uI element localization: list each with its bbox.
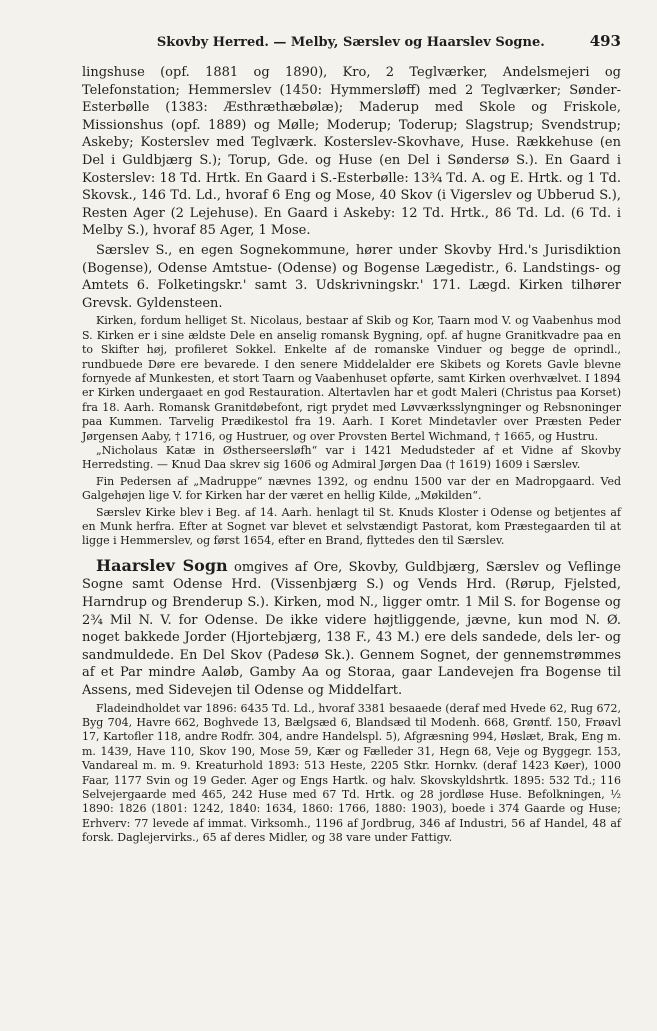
paragraph-church: Kirken, fordum helliget St. Nicolaus, bestaar af Skib og Kor, Taarn mod V. og Vaabenhus mod S. Kirken er i sine ældste Dele en anselig romansk Bygning, opf. af hugne Granitkvadre paa en to Skifter høj, profileret Sokkel. Enkelte af de romanske Vinduer og begge de oprindl., rundbuede Døre ere bevarede. I den senere Middelalder ere Skibets og Korets Gavle blevne fornyede af Munkesten, et stort Taarn og Vaabenhuset opførte, samt Kirken overhvælvet. I 1894 er Kirken undergaaet en god Restauration. Altertavlen har et godt Maleri (Christus paa Korset) fra 18. Aarh. Romansk Granitdøbefont, rigt prydet med Løvværksslyngninger og Rebsnoninger paa Kummen. Tarvelig Prædikestol fra 19. Aarh. I Koret Mindetavler over Præsten Peder Jørgensen Aaby, † 1716, og Hustruer, og over Provsten Bertel Wichmand, † 1665, og Hustru. (82, 314, 621, 443)
page-number: 493 (589, 32, 621, 50)
running-header (82, 32, 621, 50)
statistics-section (82, 702, 621, 846)
body-section-2 (82, 557, 621, 700)
paragraph-saerslev-parish: Særslev S., en egen Sognekommune, hører under Skovby Hrd.'s Jurisdiktion (Bogense), Odense Amtstue- (Odense) og Bogense Lægedistr., 6. Landstings- og Amtets 6. Folketingskr.' samt 3. Udskrivningskr.' 171. Lægd. Kirken tilhører Grevsk. Gyldensteen. (82, 242, 621, 311)
paragraph-history-3: Særslev Kirke blev i Beg. af 14. Aarh. henlagt til St. Knuds Kloster i Odense og betjentes af en Munk herfra. Efter at Sognet var blevet et selvstændigt Pastorat, kom Præstegaarden til at ligge i Hemmerslev, og først 1654, efter en Brand, flyttedes den til Særslev. (82, 505, 621, 548)
paragraph-villages: lingshuse (opf. 1881 og 1890), Kro, 2 Teglværker, Andelsmejeri og Telefonstation; Hemmerslev (1450: Hymmersløff) med 2 Teglværker; Sønder-Esterbølle (1383: Æsthræthæbølæ); Maderup med Skole og Friskole, Missionshus (opf. 1889) og Mølle; Moderup; Toderup; Slagstrup; Svendstrup; Askeby; Kosterslev med Teglværk. Kosterslev-Skovhave, Huse. Rækkehuse (en Del i Guldbjærg S.); Torup, Gde. og Huse (en Del i Søndersø S.). En Gaard i Kosterslev: 18 Td. Hrtk. En Gaard i S.-Esterbølle: 13¾ Td. A. og E. Hrtk. og 1 Td. Skovsk., 146 Td. Ld., hvoraf 6 Eng og Mose, 40 Skov (i Vigerslev og Ubberud S.), Resten Ager (2 Lejehuse). En Gaard i Askeby: 12 Td. Hrtk., 86 Td. Ld. (6 Td. i Melby S.), hvoraf 85 Ager, 1 Mose. (82, 65, 621, 239)
paragraph-statistics: Fladeindholdet var 1896: 6435 Td. Ld., hvoraf 3381 besaaede (deraf med Hvede 62, Rug 672, Byg 704, Havre 662, Boghvede 13, Bælgsæd 6, Blandsæd til Modenh. 668, Grøntf. 150, Frøavl 17, Kartofler 118, andre Rodfr. 304, andre Handelspl. 5), Afgræsning 994, Høslæt, Brak, Eng m. m. 1439, Have 110, Skov 190, Mose 59, Kær og Fælleder 31, Hegn 68, Veje og Byggegr. 153, Vandareal m. m. 9. Kreaturhold 1893: 513 Heste, 2205 Stkr. Hornkv. (deraf 1423 Køer), 1000 Faar, 1177 Svin og 19 Geder. Ager og Engs Hartk. og halv. Skovskyldshrtk. 1895: 532 Td.; 116 Selvejergaarde med 465, 242 Huse med 67 Td. Hrtk. og 28 jordløse Huse. Befolkningen, ½ 1890: 1826 (1801: 1242, 1840: 1634, 1860: 1766, 1880: 1903), boede i 374 Gaarde og Huse; Erhverv: 77 levede af immat. Virksomh., 1196 af Jordbrug, 346 af Industri, 56 af Handel, 48 af forsk. Daglejervirks., 65 af deres Midler, og 38 vare under Fattigv. (82, 701, 621, 845)
small-print-section (82, 314, 621, 549)
paragraph-history-2: Fin Pedersen af „Madruppe“ nævnes 1392, og endnu 1500 var der en Madropgaard. Ved Galgehøjen lige V. for Kirken har der været en hellig Kilde, „Møkilden“. (82, 474, 621, 503)
header-title: Skovby Herred. — Melby, Særslev og Haarslev Sogne. (156, 35, 545, 50)
section-heading: Haarslev Sogn (96, 555, 228, 575)
paragraph-haarslev-parish (82, 557, 621, 700)
body-section-1 (82, 64, 621, 312)
haarslev-description: omgives af Ore, Skovby, Guldbjærg, Særslev og Veflinge Sogne samt Odense Hrd. (Vissenbjærg S.) og Vends Hrd. (Rørup, Fjelsted, Harndrup og Brenderup S.). Kirken, mod N., ligger omtr. 1 Mil S. for Bogense og 2¾ Mil N. V. for Odense. De ikke videre højtliggende, jævne, kun mod N. Ø. noget bakkede Jorder (Hjortebjærg, 138 F., 43 M.) ere dels sandede, dels ler- og sandmuldede. En Del Skov (Padesø Sk.). Gennem Sognet, der gennemstrømmes af et Par mindre Aaløb, Gamby Aa og Storaa, gaar Landevejen fra Bogense til Assens, med Sidevejen til Odense og Middelfart. (82, 559, 621, 698)
paragraph-history-1: „Nicholaus Katæ in Østherseersløfh“ var i 1421 Medudsteder af et Vidne af Skovby Herredsting. — Knud Daa skrev sig 1606 og Admiral Jørgen Daa († 1619) 1609 i Særslev. (82, 443, 621, 472)
